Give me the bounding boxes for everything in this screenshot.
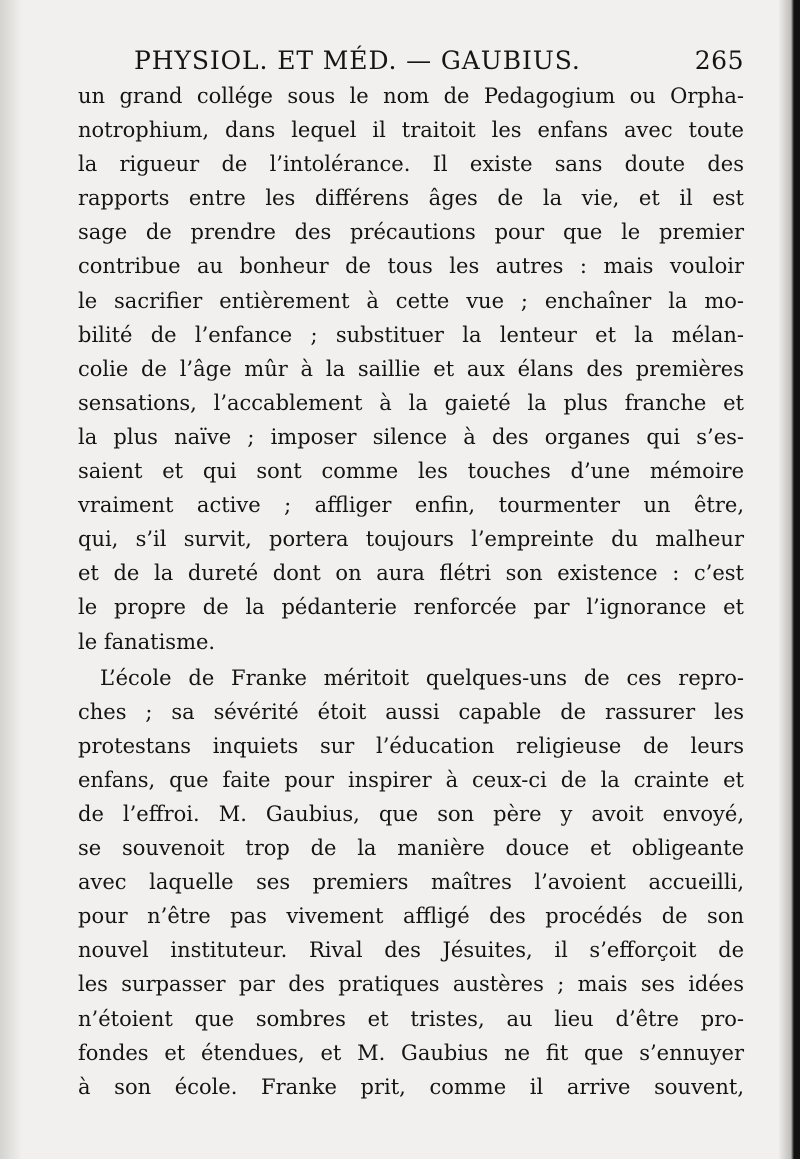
text-line: sensations, l’accablement à la gaieté la plus franche et	[78, 390, 744, 415]
page-gutter-shadow	[0, 0, 22, 1159]
text-line: rapports entre les différens âges de la vie, et il est	[78, 186, 744, 211]
text-line: de l’effroi. M. Gaubius, que son père y avoit envoyé,	[78, 801, 744, 826]
text-line: le propre de la pédanterie renforcée par l’ignorance et	[78, 595, 744, 620]
text-line: la plus naïve ; imposer silence à des organes qui s’es-	[78, 424, 744, 449]
text-line: bilité de l’enfance ; substituer la lenteur et la mélan-	[78, 322, 744, 347]
text-line: le sacrifier entièrement à cette vue ; enchaîner la mo-	[78, 288, 744, 313]
text-line: se souvenoit trop de la manière douce et obligeante	[78, 836, 744, 861]
text-line: la rigueur de l’intolérance. Il existe sans doute des	[78, 152, 744, 177]
paragraph-2	[78, 661, 744, 1104]
text-line: L’école de Franke méritoit quelques-uns de ces repro-	[100, 665, 744, 690]
text-line: nouvel instituteur. Rival des Jésuites, il s’efforçoit de	[78, 938, 744, 963]
page-header	[134, 44, 744, 78]
page-number: 265	[694, 46, 744, 75]
text-line: colie de l’âge mûr à la saillie et aux élans des premières	[78, 356, 744, 381]
text-line: sage de prendre des précautions pour que le premier	[78, 220, 744, 245]
body-text	[78, 79, 744, 1104]
text-line: les surpasser par des pratiques austères ; mais ses idées	[78, 972, 744, 997]
text-line: fondes et étendues, et M. Gaubius ne fit que s’ennuyer	[78, 1040, 744, 1065]
text-line: protestans inquiets sur l’éducation religieuse de leurs	[78, 733, 744, 758]
paragraph-1	[78, 79, 744, 659]
text-line: n’étoient que sombres et tristes, au lieu d’être pro-	[78, 1006, 744, 1031]
running-title: PHYSIOL. ET MÉD. — GAUBIUS.	[134, 46, 581, 75]
text-line: contribue au bonheur de tous les autres : mais vouloir	[78, 254, 744, 279]
text-line: qui, s’il survit, portera toujours l’empreinte du malheur	[78, 527, 744, 552]
page-edge-shadow	[778, 0, 800, 1159]
text-line: ches ; sa sévérité étoit aussi capable de rassurer les	[78, 699, 744, 724]
text-line: un grand collége sous le nom de Pedagogium ou Orpha-	[78, 84, 744, 108]
text-line: saient et qui sont comme les touches d’une mémoire	[78, 459, 744, 484]
text-line: enfans, que faite pour inspirer à ceux-ci de la crainte et	[78, 767, 744, 792]
text-line: avec laquelle ses premiers maîtres l’avoient accueilli,	[78, 870, 744, 895]
text-line: pour n’être pas vivement affligé des procédés de son	[78, 904, 744, 929]
text-line: le fanatisme.	[78, 629, 216, 654]
text-line: à son école. Franke prit, comme il arrive souvent,	[78, 1074, 744, 1099]
text-line: vraiment active ; affliger enfin, tourmenter un être,	[78, 493, 744, 518]
text-line: et de la dureté dont on aura flétri son existence : c’est	[78, 561, 744, 586]
text-line: notrophium, dans lequel il traitoit les enfans avec toute	[78, 118, 744, 143]
